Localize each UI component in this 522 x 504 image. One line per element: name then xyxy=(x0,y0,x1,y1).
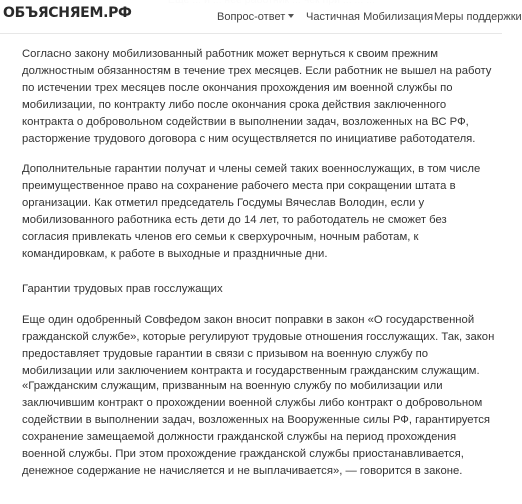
article-paragraph xyxy=(22,46,496,148)
site-header xyxy=(0,0,522,34)
article-paragraph xyxy=(22,378,496,480)
section-heading-text: Гарантии трудовых прав госслужащих xyxy=(22,283,223,295)
paragraph-text: Еще один одобренный Совфедом закон вносит поправки в закон «О государственной гражданской службе», которые регулируют трудовые отношения госслужащих. Так, закон предоставляет трудовые гарантии в связи с призывом на военную службу по мобилизации или заключением контракта и государственным гражданским служащим. xyxy=(22,314,495,377)
article-paragraph xyxy=(22,312,496,380)
site-logo[interactable]: ОБЪЯСНЯЕМ.РФ xyxy=(3,5,132,21)
paragraph-text: «Гражданским служащим, призванным на военную службу по мобилизации или заключившим контракт о прохождении военной службы либо контракт о добровольном содействии в выполнении задач, возложенных на Вооруженные силы РФ, гарантируется сохранение замещаемой должности гражданской службы на период прохождения военной службы. При этом прохождение гражданской службы приостанавливается, денежное содержание не начисляется и не выплачивается», — говорится в законе. xyxy=(22,380,491,477)
paragraph-text: Согласно закону мобилизованный работник может вернуться к своим прежним должностным обязанностям в течение трех месяцев. Если работник не вышел на работу по истечении трех месяцев после окончания прохождения им военной службы по мобилизации, по контракту либо после окончания срока действия заключенного контракта о добровольном содействии в выполнении задач, возложенных на ВС РФ, расторжение трудового договора с ним осуществляется по инициативе работодателя. xyxy=(22,48,492,145)
paragraph-text: Дополнительные гарантии получат и члены семей таких военнослужащих, в том числе преимущественное право на сохранение рабочего места при сокращении штата в организации. Как отметил председатель Госдумы Вячеслав Володин, если у мобилизованного работника есть дети до 14 лет, то работодатель не сможет без согласия привлекать членов его семьи к сверхурочным, ночным работам, к командировкам, к работе в выходные и праздничные дни. xyxy=(22,163,481,260)
nav-qa-label: Вопрос-ответ xyxy=(217,11,286,23)
section-heading xyxy=(22,281,496,298)
nav-qa-dropdown[interactable] xyxy=(217,11,294,23)
chevron-down-icon xyxy=(288,14,294,18)
nav-support-link[interactable]: Меры поддержки xyxy=(434,11,522,23)
article-paragraph xyxy=(22,161,496,263)
nav-mobilization-link[interactable]: Частичная Мобилизация xyxy=(306,11,434,23)
